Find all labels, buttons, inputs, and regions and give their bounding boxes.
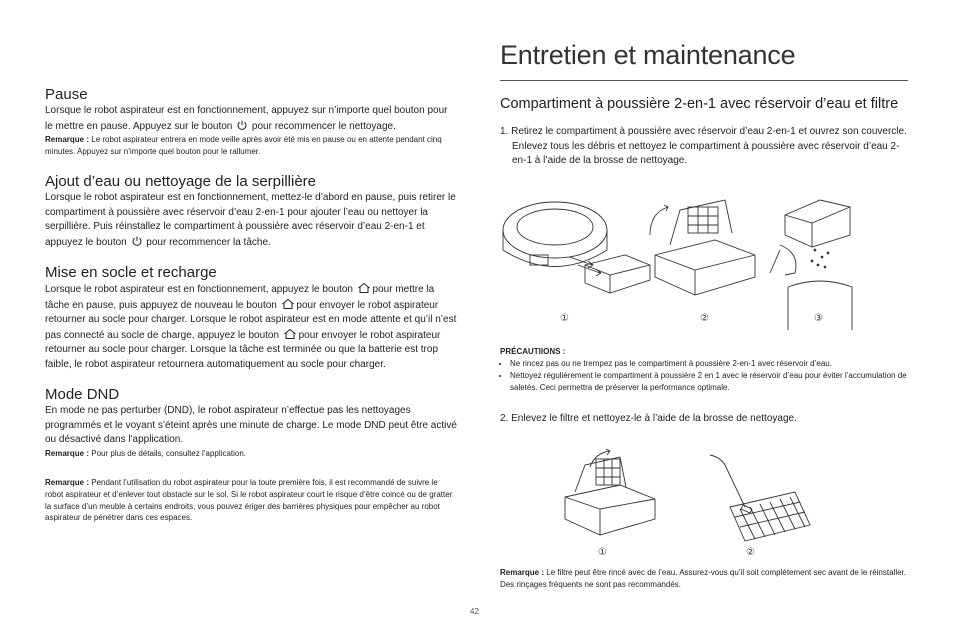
final-note-label: Remarque : xyxy=(45,478,90,487)
figure-2-label-2: ② xyxy=(746,547,755,558)
figure-1-label-1: ① xyxy=(560,313,569,324)
home-icon xyxy=(281,298,293,310)
dock-body-text-1: Lorsque le robot aspirateur est en fonctionnement, appuyez le bouton xyxy=(45,284,353,295)
dock-body-text-4: pour envoyer le robot aspirateur retourner au socle pour charger. Lorsque la tâche est terminée ou que la batterie est trop faible, le robot aspirateur retournera automatiquement au socle pour charger. xyxy=(45,329,441,370)
precaution-item: • Nettoyez régulièrement le compartiment à poussière 2 en 1 avec le réservoir d’eau pour éviter l’accumulation de saletés. Ceci permettra de préserver la performance optimale. xyxy=(510,370,912,394)
dnd-note xyxy=(45,448,457,460)
right-column xyxy=(500,40,910,169)
dock-body-text-2: pour mettre la tâche en pause, puis appuyez de nouveau le bouton xyxy=(45,284,435,311)
home-icon xyxy=(283,328,295,340)
water-body-text-1: Lorsque le robot aspirateur est en fonctionnement, mettez-le d’abord en pause, puis retirer le compartiment à poussière avec réservoir d’eau 2-en-1 pour ajouter l’eau ou nettoyer la serpillière. Puis réinstallez le compartiment à poussière avec réservoir d’eau 2-en-1 et appuyez le bouton xyxy=(45,192,456,248)
page-number: 42 xyxy=(470,607,479,616)
section-pause xyxy=(45,86,457,157)
home-icon xyxy=(357,282,369,294)
precautions-list xyxy=(500,358,912,394)
precaution-item: • Ne rincez pas ou ne trempez pas le compartiment à poussière 2-en-1 avec réservoir d’eau. xyxy=(510,358,912,370)
pause-note-label: Remarque : xyxy=(45,135,90,144)
dustbin-heading: Compartiment à poussière 2-en-1 avec réservoir d’eau et filtre xyxy=(500,96,899,112)
filter-note xyxy=(500,567,910,590)
water-body xyxy=(45,191,457,250)
precautions-title: PRÉCAUTIIONS : xyxy=(500,347,566,356)
pause-heading: Pause xyxy=(45,86,88,103)
precautions-block xyxy=(500,347,912,427)
dnd-note-text: Pour plus de détails, consultez l’application. xyxy=(91,448,247,458)
dustbin-illustration xyxy=(500,195,910,330)
figure-2-label-1: ① xyxy=(598,547,607,558)
pause-body-text-1: Lorsque le robot aspirateur est en fonctionnement, appuyez sur n’importe quel bouton pour le mettre en pause. Appuyez sur le bouton xyxy=(45,105,448,132)
figure-1-label-2: ② xyxy=(700,313,709,324)
dnd-heading: Mode DND xyxy=(45,386,120,403)
water-body-text-2: pour recommencer la tâche. xyxy=(146,236,271,248)
water-heading: Ajout d’eau ou nettoyage de la serpillière xyxy=(45,173,317,190)
step-2-text: 2. Enlevez le filtre et nettoyez-le à l’aide de la brosse de nettoyage. xyxy=(500,413,797,424)
title-divider xyxy=(500,80,908,81)
section-dock xyxy=(45,264,457,372)
pause-body xyxy=(45,104,457,134)
section-dnd xyxy=(45,386,457,459)
final-note xyxy=(45,477,457,524)
final-note-text: Pendant l’utilisation du robot aspirateur pour la toute première fois, il est recommandé de suivre le robot aspirateur et d’enlever tout obstacle sur le sol. Si le robot aspirateur court le risque d’être coincé ou de gratter la surface d’un meuble à certains endroits, vous pouvez ériger des barrières physiques pour empêcher au robot aspirateur de pénétrer dans ces espaces. xyxy=(45,478,453,523)
filter-illustration xyxy=(560,447,820,547)
step-1-text: 1. Retirez le compartiment à poussière avec réservoir d’eau 2-en-1 et ouvrez son couvercle. Enlevez tous les débris et nettoyez le compartiment à poussière avec réservoir d’eau 2-en-1 à l’aide de la brosse de nettoyage. xyxy=(500,126,907,166)
pause-note-text: Le robot aspirateur entrera en mode veille après avoir été mis en pause ou en attente pendant cinq minutes. Appuyez sur n’importe quel bouton pour le rallumer. xyxy=(45,135,442,156)
figure-dustbin-removal xyxy=(500,195,910,330)
power-icon xyxy=(236,119,248,131)
dnd-note-label: Remarque : xyxy=(45,448,90,458)
dnd-body: En mode ne pas perturber (DND), le robot aspirateur n’effectue pas les nettoyages programmés et le voyant s’éteint après une minute de charge. Le mode DND peut être activé ou désactivé dans l'application. xyxy=(45,405,457,445)
dock-body xyxy=(45,282,457,372)
pause-note xyxy=(45,134,457,157)
left-column xyxy=(45,86,457,524)
power-icon xyxy=(131,235,143,247)
section-water xyxy=(45,173,457,250)
pause-body-text-2: pour recommencer le nettoyage. xyxy=(251,120,396,132)
dock-heading: Mise en socle et recharge xyxy=(45,264,217,281)
figure-filter-cleaning xyxy=(560,447,820,562)
filter-note-text: Le filtre peut être rincé avec de l’eau. Assurez-vous qu’il soit complètement sec avant de le réinstaller. Des rinçages fréquents ne sont pas recommandés. xyxy=(500,568,906,589)
page-title: Entretien et maintenance xyxy=(500,40,796,70)
figure-1-label-3: ③ xyxy=(814,313,823,324)
filter-note-label: Remarque : xyxy=(500,568,545,577)
dock-body-text-3: pour envoyer le robot aspirateur retourner au socle pour charger. Lorsque le robot aspirateur est en mode attente et qu’il n’est pas connecté au socle de charge, appuyez le bouton xyxy=(45,299,457,341)
